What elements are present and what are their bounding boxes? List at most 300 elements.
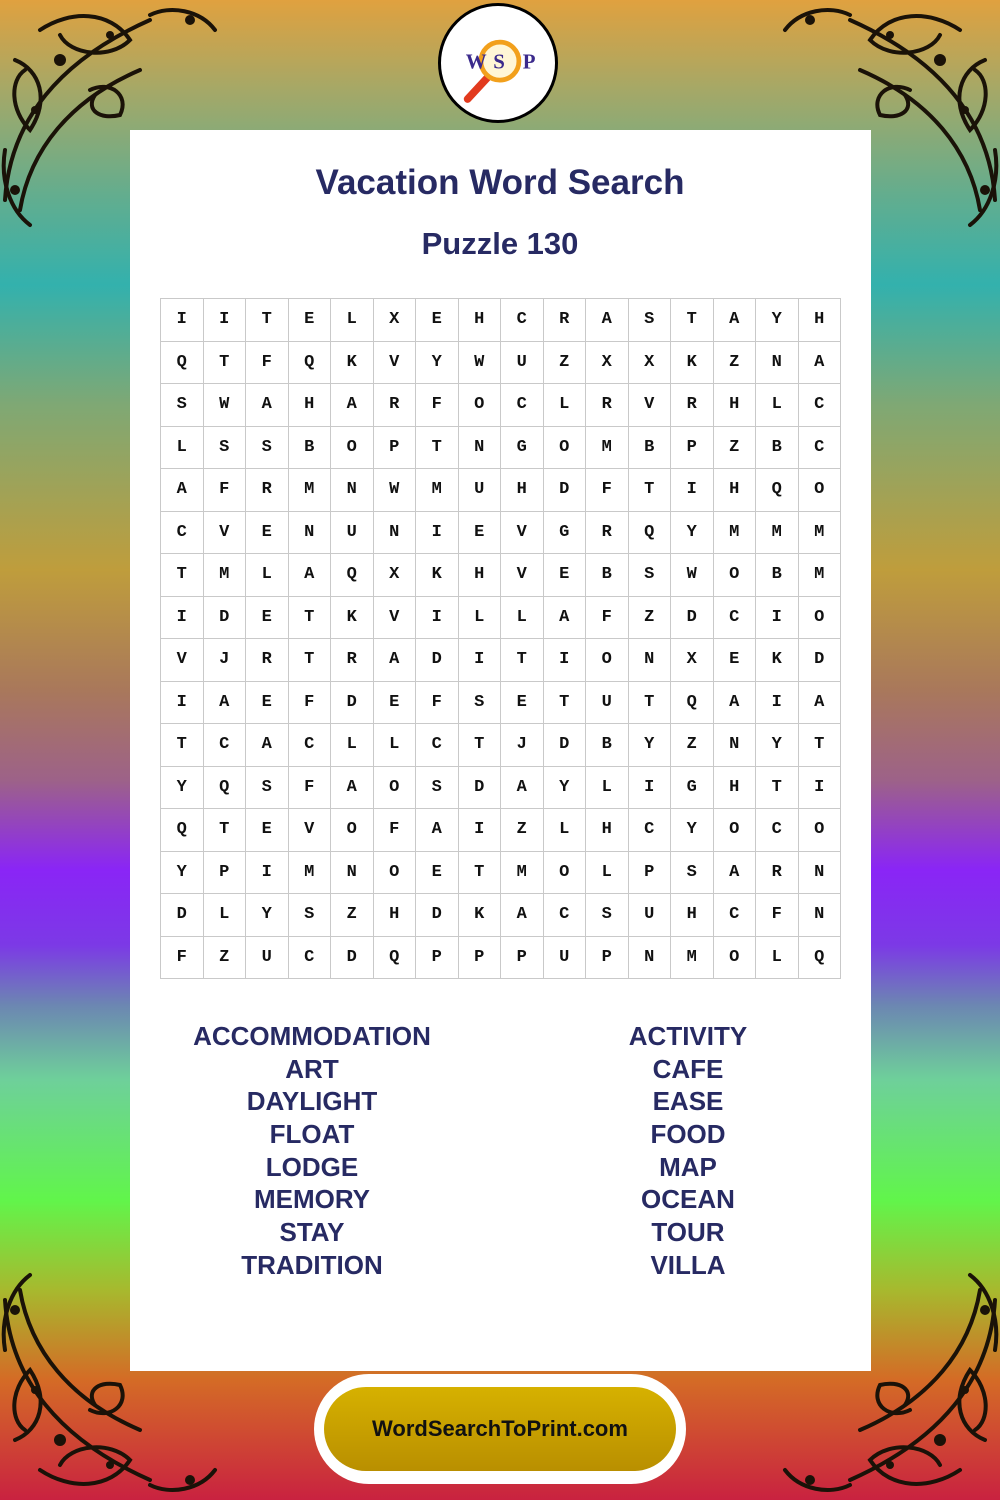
- grid-cell: F: [373, 809, 416, 852]
- grid-row: [161, 766, 841, 809]
- grid-cell: N: [798, 851, 841, 894]
- grid-cell: Q: [161, 341, 204, 384]
- grid-cell: Y: [161, 766, 204, 809]
- grid-cell: E: [458, 511, 501, 554]
- grid-cell: C: [288, 936, 331, 979]
- grid-cell: E: [288, 299, 331, 342]
- grid-cell: A: [416, 809, 459, 852]
- grid-cell: M: [713, 511, 756, 554]
- grid-cell: I: [246, 851, 289, 894]
- grid-cell: L: [501, 596, 544, 639]
- grid-cell: K: [458, 894, 501, 937]
- grid-cell: W: [671, 554, 714, 597]
- grid-cell: W: [458, 341, 501, 384]
- grid-cell: Y: [246, 894, 289, 937]
- grid-cell: Y: [671, 511, 714, 554]
- grid-cell: H: [586, 809, 629, 852]
- grid-cell: B: [756, 426, 799, 469]
- grid-cell: A: [798, 341, 841, 384]
- grid-cell: F: [203, 469, 246, 512]
- grid-cell: T: [501, 639, 544, 682]
- grid-cell: F: [246, 341, 289, 384]
- grid-row: [161, 894, 841, 937]
- grid-cell: B: [586, 724, 629, 767]
- grid-cell: T: [671, 299, 714, 342]
- grid-cell: V: [628, 384, 671, 427]
- grid-cell: M: [756, 511, 799, 554]
- grid-cell: R: [373, 384, 416, 427]
- grid-cell: Q: [798, 936, 841, 979]
- grid-cell: I: [458, 639, 501, 682]
- grid-cell: M: [798, 554, 841, 597]
- grid-cell: N: [756, 341, 799, 384]
- logo-letter-w: W: [465, 49, 487, 74]
- grid-cell: D: [416, 639, 459, 682]
- grid-cell: F: [416, 384, 459, 427]
- grid-cell: A: [713, 299, 756, 342]
- grid-cell: A: [246, 724, 289, 767]
- grid-cell: H: [671, 894, 714, 937]
- logo-letter-p: P: [522, 49, 536, 74]
- grid-cell: M: [798, 511, 841, 554]
- grid-cell: S: [586, 894, 629, 937]
- grid-cell: X: [373, 554, 416, 597]
- grid-cell: I: [458, 809, 501, 852]
- grid-cell: D: [203, 596, 246, 639]
- grid-cell: H: [713, 766, 756, 809]
- word-list-item: EASE: [652, 1086, 724, 1117]
- grid-cell: C: [713, 596, 756, 639]
- grid-cell: O: [373, 851, 416, 894]
- grid-cell: Z: [628, 596, 671, 639]
- grid-cell: L: [586, 851, 629, 894]
- grid-cell: Z: [331, 894, 374, 937]
- grid-cell: Y: [543, 766, 586, 809]
- word-list-item: LODGE: [265, 1151, 359, 1182]
- grid-cell: T: [161, 724, 204, 767]
- grid-cell: H: [458, 299, 501, 342]
- grid-cell: F: [586, 469, 629, 512]
- grid-row: [161, 681, 841, 724]
- grid-cell: I: [203, 299, 246, 342]
- grid-cell: Z: [203, 936, 246, 979]
- grid-cell: E: [501, 681, 544, 724]
- grid-cell: B: [756, 554, 799, 597]
- grid-row: [161, 851, 841, 894]
- grid-cell: M: [501, 851, 544, 894]
- grid-cell: M: [288, 851, 331, 894]
- grid-cell: F: [586, 596, 629, 639]
- grid-cell: I: [756, 596, 799, 639]
- grid-cell: S: [416, 766, 459, 809]
- grid-cell: P: [458, 936, 501, 979]
- grid-cell: H: [713, 384, 756, 427]
- grid-cell: F: [288, 681, 331, 724]
- grid-cell: V: [373, 341, 416, 384]
- grid-row: [161, 809, 841, 852]
- letter-grid: [160, 298, 841, 979]
- grid-cell: L: [756, 384, 799, 427]
- grid-cell: O: [331, 809, 374, 852]
- grid-cell: Q: [331, 554, 374, 597]
- grid-cell: D: [331, 681, 374, 724]
- grid-row: [161, 639, 841, 682]
- wsp-logo: [438, 3, 558, 123]
- grid-cell: O: [798, 596, 841, 639]
- grid-cell: Y: [628, 724, 671, 767]
- grid-cell: O: [331, 426, 374, 469]
- grid-cell: H: [798, 299, 841, 342]
- grid-cell: Y: [161, 851, 204, 894]
- grid-cell: M: [671, 936, 714, 979]
- grid-cell: Q: [671, 681, 714, 724]
- grid-cell: Q: [628, 511, 671, 554]
- grid-cell: M: [586, 426, 629, 469]
- grid-cell: T: [203, 341, 246, 384]
- grid-cell: X: [586, 341, 629, 384]
- grid-cell: S: [628, 554, 671, 597]
- grid-cell: T: [416, 426, 459, 469]
- grid-cell: C: [501, 384, 544, 427]
- grid-cell: A: [501, 894, 544, 937]
- grid-cell: N: [798, 894, 841, 937]
- grid-cell: S: [628, 299, 671, 342]
- grid-cell: E: [373, 681, 416, 724]
- word-list-item: FOOD: [650, 1119, 726, 1150]
- grid-cell: A: [246, 384, 289, 427]
- grid-cell: K: [671, 341, 714, 384]
- grid-cell: Q: [756, 469, 799, 512]
- grid-cell: E: [246, 596, 289, 639]
- grid-cell: Q: [203, 766, 246, 809]
- grid-cell: X: [628, 341, 671, 384]
- grid-cell: H: [501, 469, 544, 512]
- grid-cell: Z: [671, 724, 714, 767]
- grid-cell: N: [373, 511, 416, 554]
- grid-cell: S: [288, 894, 331, 937]
- grid-cell: S: [203, 426, 246, 469]
- grid-cell: U: [246, 936, 289, 979]
- grid-cell: Q: [161, 809, 204, 852]
- grid-cell: Y: [756, 299, 799, 342]
- grid-cell: G: [671, 766, 714, 809]
- grid-cell: A: [161, 469, 204, 512]
- grid-cell: O: [373, 766, 416, 809]
- grid-cell: F: [416, 681, 459, 724]
- grid-cell: B: [288, 426, 331, 469]
- grid-cell: T: [288, 596, 331, 639]
- grid-cell: G: [543, 511, 586, 554]
- grid-cell: T: [246, 299, 289, 342]
- grid-cell: P: [203, 851, 246, 894]
- grid-cell: D: [543, 469, 586, 512]
- grid-cell: S: [246, 766, 289, 809]
- website-link-button[interactable]: [324, 1387, 676, 1471]
- grid-cell: M: [416, 469, 459, 512]
- grid-cell: R: [671, 384, 714, 427]
- grid-cell: E: [246, 809, 289, 852]
- grid-cell: A: [713, 851, 756, 894]
- grid-row: [161, 341, 841, 384]
- grid-cell: J: [203, 639, 246, 682]
- grid-cell: E: [246, 681, 289, 724]
- grid-cell: A: [798, 681, 841, 724]
- footer-badge: [314, 1374, 686, 1484]
- grid-cell: A: [543, 596, 586, 639]
- grid-cell: H: [713, 469, 756, 512]
- grid-cell: M: [288, 469, 331, 512]
- grid-cell: J: [501, 724, 544, 767]
- grid-cell: R: [331, 639, 374, 682]
- grid-cell: U: [543, 936, 586, 979]
- grid-cell: I: [416, 596, 459, 639]
- grid-cell: Q: [373, 936, 416, 979]
- grid-row: [161, 511, 841, 554]
- grid-cell: K: [756, 639, 799, 682]
- grid-cell: E: [543, 554, 586, 597]
- grid-cell: A: [586, 299, 629, 342]
- grid-cell: L: [246, 554, 289, 597]
- word-list-item: TOUR: [651, 1217, 725, 1248]
- grid-cell: B: [628, 426, 671, 469]
- grid-cell: L: [543, 384, 586, 427]
- grid-cell: X: [671, 639, 714, 682]
- grid-cell: Z: [543, 341, 586, 384]
- word-list-item: VILLA: [650, 1249, 726, 1280]
- logo-letter-s: S: [493, 49, 505, 74]
- grid-cell: X: [373, 299, 416, 342]
- grid-cell: D: [798, 639, 841, 682]
- grid-cell: P: [628, 851, 671, 894]
- grid-cell: I: [671, 469, 714, 512]
- grid-cell: C: [416, 724, 459, 767]
- grid-cell: R: [246, 469, 289, 512]
- grid-cell: C: [798, 426, 841, 469]
- grid-cell: N: [331, 469, 374, 512]
- word-list-item: TRADITION: [241, 1249, 383, 1280]
- grid-cell: K: [331, 341, 374, 384]
- grid-cell: H: [288, 384, 331, 427]
- grid-cell: C: [756, 809, 799, 852]
- grid-cell: A: [373, 639, 416, 682]
- grid-cell: T: [543, 681, 586, 724]
- word-list-left: [182, 1020, 442, 1282]
- grid-cell: T: [798, 724, 841, 767]
- grid-cell: L: [373, 724, 416, 767]
- word-list-item: ART: [285, 1053, 339, 1084]
- grid-cell: U: [586, 681, 629, 724]
- grid-cell: I: [161, 681, 204, 724]
- grid-cell: P: [501, 936, 544, 979]
- grid-cell: L: [161, 426, 204, 469]
- grid-row: [161, 469, 841, 512]
- grid-cell: R: [586, 384, 629, 427]
- grid-cell: A: [203, 681, 246, 724]
- grid-cell: C: [501, 299, 544, 342]
- grid-cell: R: [756, 851, 799, 894]
- grid-cell: O: [798, 469, 841, 512]
- grid-cell: T: [203, 809, 246, 852]
- grid-cell: O: [586, 639, 629, 682]
- grid-row: [161, 936, 841, 979]
- grid-cell: L: [203, 894, 246, 937]
- grid-cell: A: [713, 681, 756, 724]
- grid-cell: L: [756, 936, 799, 979]
- grid-cell: D: [161, 894, 204, 937]
- word-list-item: ACTIVITY: [628, 1021, 748, 1051]
- grid-cell: V: [161, 639, 204, 682]
- website-link-label: WordSearchToPrint.com: [372, 1416, 628, 1441]
- grid-cell: V: [501, 554, 544, 597]
- page-title: Vacation Word Search: [315, 163, 685, 202]
- grid-cell: P: [586, 936, 629, 979]
- grid-row: [161, 554, 841, 597]
- grid-cell: T: [288, 639, 331, 682]
- grid-cell: V: [501, 511, 544, 554]
- grid-cell: T: [628, 469, 671, 512]
- grid-cell: L: [458, 596, 501, 639]
- grid-cell: T: [161, 554, 204, 597]
- word-list-item: MEMORY: [253, 1184, 371, 1215]
- grid-row: [161, 384, 841, 427]
- puzzle-number: Puzzle 130: [421, 226, 579, 261]
- grid-cell: S: [671, 851, 714, 894]
- grid-cell: F: [161, 936, 204, 979]
- grid-cell: I: [798, 766, 841, 809]
- grid-cell: T: [458, 724, 501, 767]
- grid-cell: E: [246, 511, 289, 554]
- grid-cell: Z: [713, 341, 756, 384]
- grid-cell: D: [458, 766, 501, 809]
- grid-cell: C: [798, 384, 841, 427]
- grid-cell: O: [543, 851, 586, 894]
- grid-row: [161, 299, 841, 342]
- grid-cell: O: [543, 426, 586, 469]
- word-list-item: DAYLIGHT: [246, 1086, 378, 1117]
- grid-cell: A: [501, 766, 544, 809]
- grid-cell: O: [713, 554, 756, 597]
- grid-cell: L: [543, 809, 586, 852]
- grid-cell: A: [331, 766, 374, 809]
- grid-cell: D: [331, 936, 374, 979]
- grid-cell: T: [628, 681, 671, 724]
- grid-cell: I: [543, 639, 586, 682]
- grid-cell: L: [586, 766, 629, 809]
- word-list-item: STAY: [279, 1217, 345, 1248]
- grid-cell: F: [756, 894, 799, 937]
- grid-cell: U: [501, 341, 544, 384]
- grid-cell: R: [246, 639, 289, 682]
- grid-cell: A: [331, 384, 374, 427]
- grid-cell: P: [416, 936, 459, 979]
- grid-cell: W: [203, 384, 246, 427]
- grid-cell: S: [161, 384, 204, 427]
- grid-cell: N: [713, 724, 756, 767]
- grid-cell: D: [416, 894, 459, 937]
- grid-cell: C: [161, 511, 204, 554]
- grid-cell: U: [458, 469, 501, 512]
- grid-cell: R: [586, 511, 629, 554]
- grid-cell: O: [798, 809, 841, 852]
- grid-cell: T: [756, 766, 799, 809]
- grid-cell: U: [331, 511, 374, 554]
- word-list-right: [578, 1020, 798, 1282]
- grid-cell: L: [331, 724, 374, 767]
- grid-cell: O: [713, 809, 756, 852]
- grid-cell: K: [331, 596, 374, 639]
- grid-cell: M: [203, 554, 246, 597]
- grid-cell: D: [543, 724, 586, 767]
- grid-cell: H: [373, 894, 416, 937]
- grid-cell: H: [458, 554, 501, 597]
- grid-cell: N: [628, 639, 671, 682]
- grid-cell: W: [373, 469, 416, 512]
- grid-cell: N: [331, 851, 374, 894]
- grid-cell: C: [288, 724, 331, 767]
- grid-cell: C: [543, 894, 586, 937]
- grid-cell: E: [713, 639, 756, 682]
- word-list-item: FLOAT: [269, 1119, 355, 1150]
- word-list-item: ACCOMMODATION: [193, 1021, 431, 1051]
- grid-cell: Z: [501, 809, 544, 852]
- grid-cell: Y: [671, 809, 714, 852]
- grid-cell: G: [501, 426, 544, 469]
- grid-cell: K: [416, 554, 459, 597]
- grid-cell: P: [671, 426, 714, 469]
- grid-cell: A: [288, 554, 331, 597]
- grid-cell: B: [586, 554, 629, 597]
- grid-cell: I: [628, 766, 671, 809]
- grid-cell: P: [373, 426, 416, 469]
- grid-cell: C: [628, 809, 671, 852]
- grid-row: [161, 426, 841, 469]
- grid-cell: I: [416, 511, 459, 554]
- grid-cell: E: [416, 299, 459, 342]
- grid-cell: Z: [713, 426, 756, 469]
- word-list-item: MAP: [659, 1151, 717, 1182]
- grid-cell: S: [458, 681, 501, 724]
- grid-cell: Q: [288, 341, 331, 384]
- grid-cell: O: [458, 384, 501, 427]
- grid-cell: V: [203, 511, 246, 554]
- grid-cell: U: [628, 894, 671, 937]
- grid-cell: I: [161, 596, 204, 639]
- grid-cell: V: [288, 809, 331, 852]
- word-list-item: OCEAN: [641, 1184, 735, 1215]
- grid-row: [161, 596, 841, 639]
- grid-cell: I: [161, 299, 204, 342]
- grid-cell: N: [288, 511, 331, 554]
- grid-cell: R: [543, 299, 586, 342]
- grid-cell: Y: [756, 724, 799, 767]
- grid-cell: O: [713, 936, 756, 979]
- grid-cell: T: [458, 851, 501, 894]
- grid-cell: N: [628, 936, 671, 979]
- grid-cell: V: [373, 596, 416, 639]
- grid-cell: C: [203, 724, 246, 767]
- grid-cell: I: [756, 681, 799, 724]
- magnifier-icon: [441, 6, 555, 120]
- grid-cell: D: [671, 596, 714, 639]
- grid-cell: F: [288, 766, 331, 809]
- grid-cell: N: [458, 426, 501, 469]
- grid-cell: Y: [416, 341, 459, 384]
- grid-cell: S: [246, 426, 289, 469]
- word-list-item: CAFE: [652, 1053, 724, 1084]
- grid-cell: E: [416, 851, 459, 894]
- grid-cell: L: [331, 299, 374, 342]
- grid-row: [161, 724, 841, 767]
